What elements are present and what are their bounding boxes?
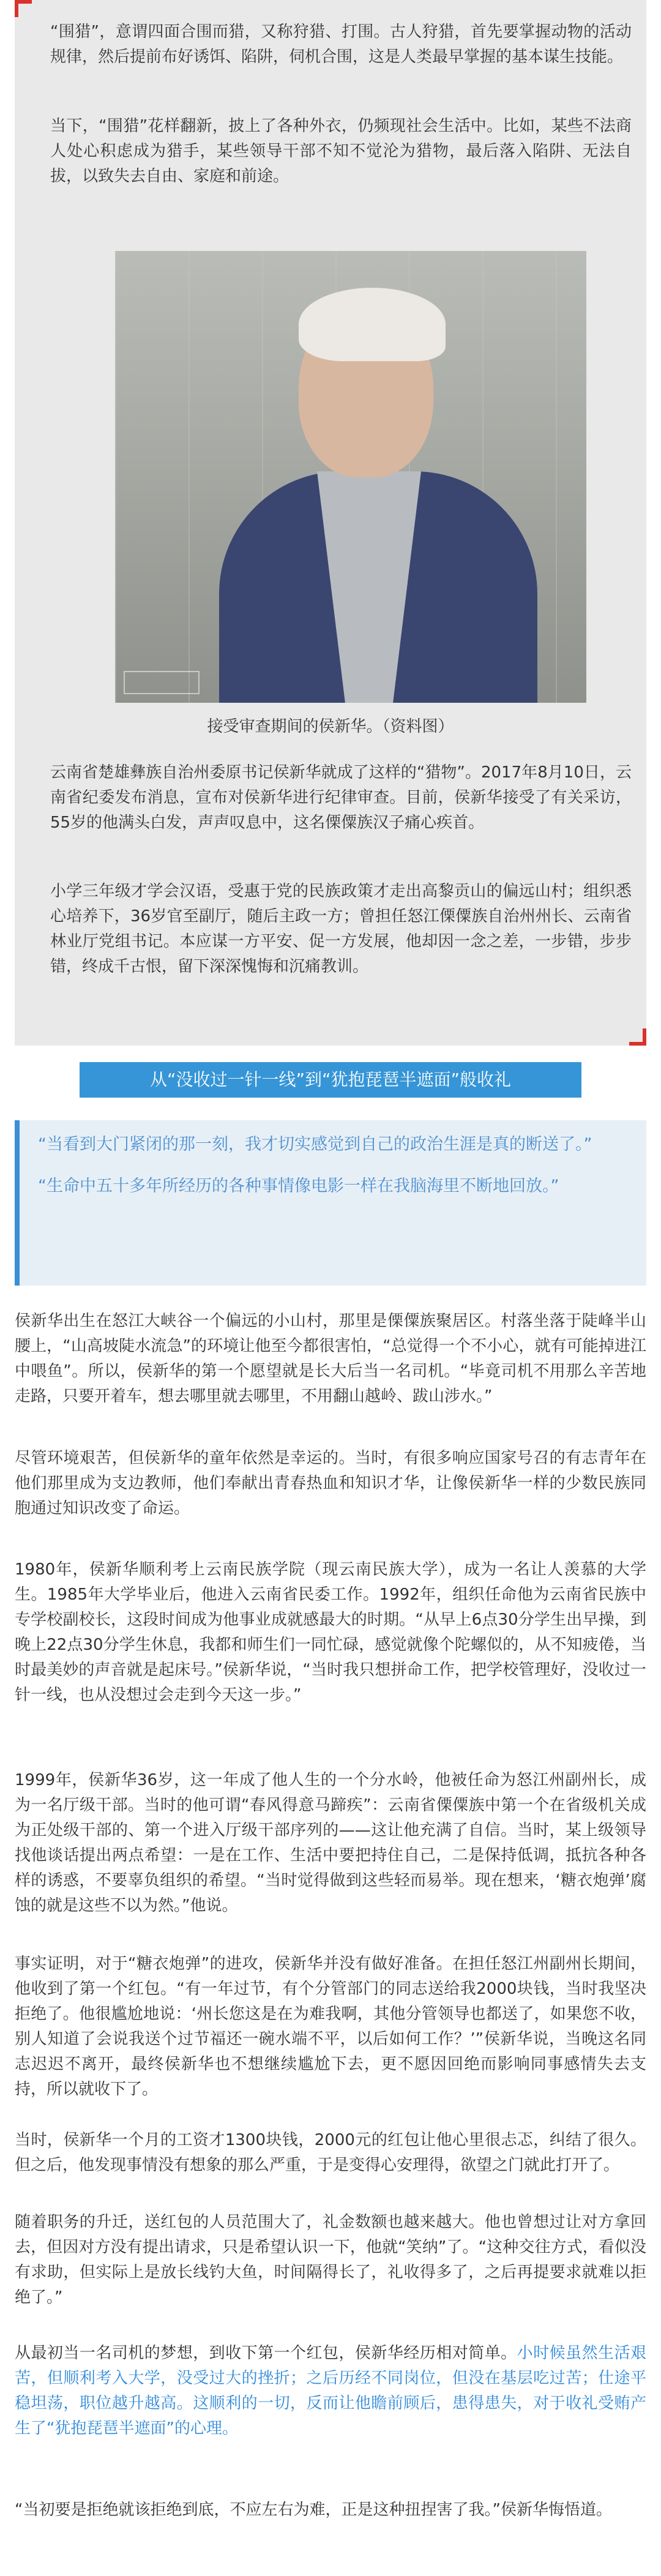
body-paragraph-9: “当初要是拒绝就该拒绝到底，不应左右为难，正是这种扭捏害了我。”侯新华悔悟道。 [15,2501,612,2519]
body-paragraph-4: 1999年，侯新华36岁，这一年成了他人生的一个分水岭，他被任命为怒江州副州长，成为一名厅级干部。当时的他可谓“春风得意马蹄疾”：云南省傈僳族中第一个在省级机关成为正处级干部的、第一个进入厅级干部序列的——这让他充满了自信。当时，某上级领导找他谈话提出两点希望：一是在工作、生活中要把持住自己，二是保持低调，抵抗各种各样的诱惑，不要辜负组织的希望。“当时觉得做到这些轻而易举。现在想来，‘糖衣炮弹’腐蚀的就是这些不以为然。”他说。 [15,1771,646,1915]
body-paragraph-6: 当时，侯新华一个月的工资才1300块钱，2000元的红包让他心里很忐忑，纠结了很久。但之后，他发现事情没有想象的那么严重，于是变得心安理得，欲望之门就此打开了。 [15,2131,646,2174]
intro-paragraph-1: “围猎”，意谓四面合围而猎，又称狩猎、打围。古人狩猎，首先要掌握动物的活动规律，然后提前布好诱饵、陷阱，伺机合围，这是人类最早掌握的基本谋生技能。 [50,23,632,66]
photo-hou-xinhua [115,251,586,703]
body-paragraph-8 [15,2341,646,2441]
body-paragraph-7: 随着职务的升迁，送红包的人员范围大了，礼金数额也越来越大。他也曾想过让对方拿回去，但因对方没有提出请求，只是希望认识一下，他就“笑纳”了。“这种交往方式，看似没有求助，但实际上是放长线钓大鱼，时间隔得长了，礼收得多了，之后再提要求就难以拒绝了。” [15,2213,646,2307]
photo-caption: 接受审查期间的侯新华。（资料图） [207,717,454,736]
intro-paragraph-3: 云南省楚雄彝族自治州委原书记侯新华就成了这样的“猎物”。2017年8月10日，云南省纪委发布消息，宣布对侯新华进行纪律审查。目前，侯新华接受了有关采访，55岁的他满头白发，声声叹息中，这名傈僳族汉子痛心疾首。 [50,763,632,832]
body-paragraph-3: 1980年，侯新华顺利考上云南民族学院（现云南民族大学），成为一名让人羡慕的大学生。1985年大学毕业后，他进入云南省民委工作。1992年，组织任命他为云南省民族中专学校副校长，这段时间成为他事业成就感最大的时期。“从早上6点30分学生出早操，到晚上22点30分学生休息，我都和师生们一同忙碌，感觉就像个陀螺似的，从不知疲倦，当时最美妙的声音就是起床号。”侯新华说，“当时我只想拼命工作，把学校管理好，没收过一针一线，也从没想过会走到今天这一步。” [15,1560,646,1704]
intro-box [15,0,646,1046]
body-paragraph-5: 事实证明，对于“糖衣炮弹”的进攻，侯新华并没有做好准备。在担任怒江州副州长期间，他收到了第一个红包。“有一年过节，有个分管部门的同志送给我2000块钱，当时我坚决拒绝了。他很尴尬地说：‘州长您这是在为难我啊，其他分管领导也都送了，如果您不收，别人知道了会说我送个过节福还一碗水端不平，以后如何工作？’”侯新华说，当晚这名同志迟迟不离开，最终侯新华也不想继续尴尬下去，更不愿因回绝而影响同事感情失去支持，所以就收下了。 [15,1955,646,2099]
pull-quote-1: “当看到大门紧闭的那一刻，我才切实感觉到自己的政治生涯是真的断送了。” [38,1135,592,1154]
corner-mark-bottom-right [629,1028,646,1046]
body-paragraph-8-text: 从最初当一名司机的梦想，到收下第一个红包，侯新华经历相对简单。 [15,2344,517,2362]
pull-quote-box [15,1120,646,1286]
intro-paragraph-2: 当下，“围猎”花样翻新，披上了各种外衣，仍频现社会生活中。比如，某些不法商人处心积虑成为猎手，某些领导干部不知不觉沦为猎物，最后落入陷阱、无法自拔，以致失去自由、家庭和前途。 [50,117,632,185]
body-paragraph-1: 侯新华出生在怒江大峡谷一个偏远的小山村，那里是傈僳族聚居区。村落坐落于陡峰半山腰上，“山高坡陡水流急”的环境让他至今都很害怕，“总觉得一个不小心，就有可能掉进江中喂鱼”。所以，侯新华的第一个愿望就是长大后当一名司机。“毕竟司机不用那么辛苦地走路，只要开着车，想去哪里就去哪里，不用翻山越岭、跋山涉水。” [15,1312,646,1406]
corner-mark-top-left [15,0,32,17]
intro-paragraph-4: 小学三年级才学会汉语，受惠于党的民族政策才走出高黎贡山的偏远山村；组织悉心培养下，36岁官至副厅，随后主政一方；曾担任怒江傈僳族自治州州长、云南省林业厅党组书记。本应谋一方平安、促一方发展，他却因一念之差，一步错，步步错，终成千古恨，留下深深愧悔和沉痛教训。 [50,882,632,976]
section-heading-banner: 从“没收过一针一线”到“犹抱琵琶半遮面”般收礼 [80,1062,581,1098]
pull-quote-2: “生命中五十多年所经历的各种事情像电影一样在我脑海里不断地回放。” [38,1177,559,1196]
body-paragraph-8-highlight: 小时候虽然生活艰苦，但顺利考入大学，没受过大的挫折；之后历经不同岗位，但没在基层吃过苦；仕途平稳坦荡，职位越升越高。这顺利的一切，反而让他瞻前顾后，患得患失，对于收礼受贿产生了“犹抱琵琶半遮面”的心理。 [15,2344,646,2438]
body-paragraph-2: 尽管环境艰苦，但侯新华的童年依然是幸运的。当时，有很多响应国家号召的有志青年在他们那里成为支边教师，他们奉献出青春热血和知识才华，让像侯新华一样的少数民族同胞通过知识改变了命运。 [15,1449,646,1518]
